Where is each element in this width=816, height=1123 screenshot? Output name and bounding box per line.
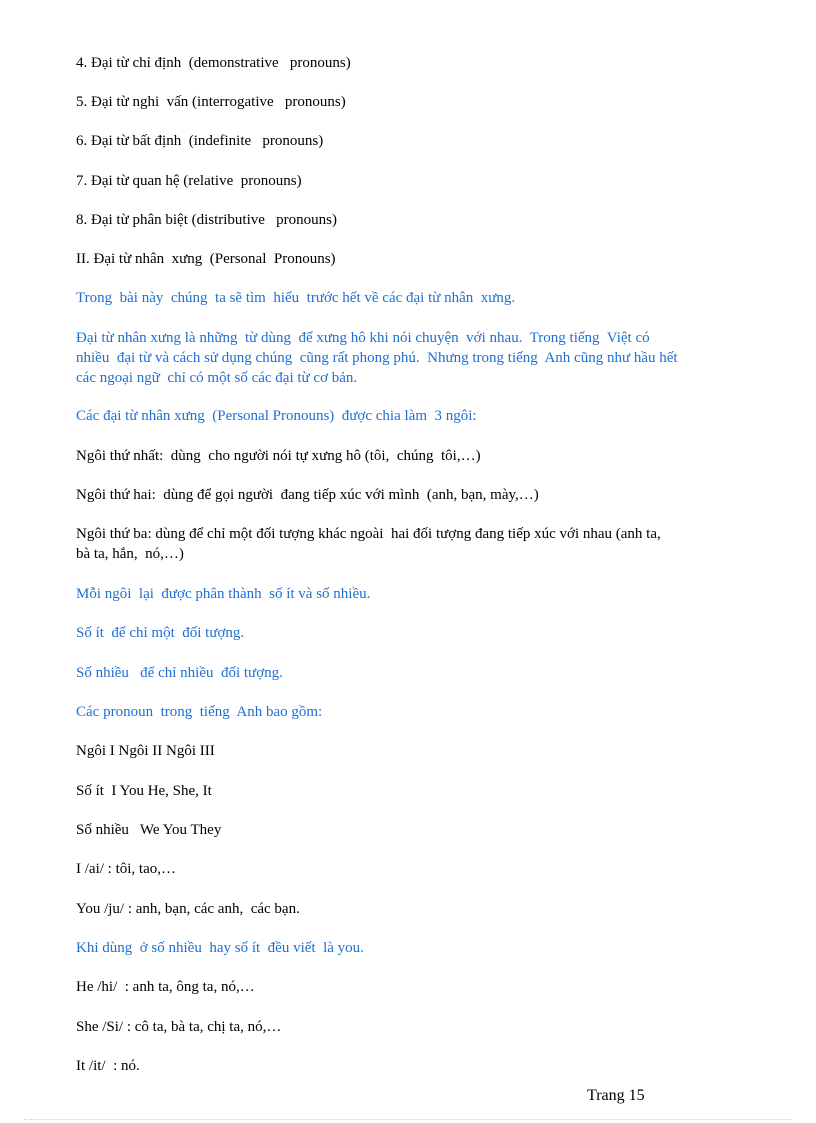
note-you-usage: Khi dùng ở số nhiều hay số ít đều viết là you.: [76, 940, 364, 956]
pronoun-entry-you: You /ju/ : anh, bạn, các anh, các bạn.: [76, 901, 300, 917]
paragraph-pronoun-list-intro: Các pronoun trong tiếng Anh bao gồm:: [76, 704, 323, 720]
page-number: Trang 15: [587, 1087, 645, 1104]
table-header-persons: Ngôi I Ngôi II Ngôi III: [76, 743, 215, 759]
section-heading-personal-pronouns: II. Đại từ nhân xưng (Personal Pronouns): [76, 251, 336, 267]
footer-divider: [24, 1119, 792, 1120]
paragraph-interrogative-pronouns: 5. Đại từ nghi vấn (interrogative pronouns): [76, 94, 346, 110]
pronoun-entry-it: It /it/ : nó.: [76, 1058, 140, 1074]
paragraph-third-person: Ngôi thứ ba: dùng để chỉ một đối tượng khác ngoài hai đối tượng đang tiếp xúc với nhau (anh ta, bà ta, hắn, nó,…): [76, 526, 661, 562]
paragraph-indefinite-pronouns: 6. Đại từ bất định (indefinite pronouns): [76, 133, 324, 149]
table-row-plural: Số nhiều We You They: [76, 822, 222, 838]
paragraph-first-person: Ngôi thứ nhất: dùng cho người nói tự xưng hô (tôi, chúng tôi,…): [76, 448, 481, 464]
paragraph-relative-pronouns: 7. Đại từ quan hệ (relative pronouns): [76, 173, 302, 189]
pronoun-entry-he: He /hi/ : anh ta, ông ta, nó,…: [76, 979, 255, 995]
paragraph-singular-plural: Mỗi ngôi lại được phân thành số ít và số nhiều.: [76, 586, 371, 602]
paragraph-definition: Đại từ nhân xưng là những từ dùng để xưng hô khi nói chuyện với nhau. Trong tiếng Việt có nhiều đại từ và cách sử dụng chúng cũng rất phong phú. Nhưng trong tiếng Anh cũng như hầu hết các ngoại ngữ chỉ có một số các đại từ cơ bản.: [76, 330, 678, 386]
table-row-singular: Số ít I You He, She, It: [76, 783, 212, 799]
paragraph-distributive-pronouns: 8. Đại từ phân biệt (distributive pronouns): [76, 212, 338, 228]
paragraph-demonstrative-pronouns: 4. Đại từ chỉ định (demonstrative pronouns): [76, 55, 351, 71]
pronoun-entry-she: She /Si/ : cô ta, bà ta, chị ta, nó,…: [76, 1019, 282, 1035]
paragraph-intro: Trong bài này chúng ta sẽ tìm hiểu trước hết về các đại từ nhân xưng.: [76, 290, 516, 306]
paragraph-three-persons: Các đại từ nhân xưng (Personal Pronouns) được chia làm 3 ngôi:: [76, 408, 477, 424]
paragraph-plural: Số nhiều để chỉ nhiều đối tượng.: [76, 665, 283, 681]
paragraph-second-person: Ngôi thứ hai: dùng để gọi người đang tiếp xúc với mình (anh, bạn, mày,…): [76, 487, 539, 503]
paragraph-singular: Số ít để chỉ một đối tượng.: [76, 625, 245, 641]
pronoun-entry-i: I /ai/ : tôi, tao,…: [76, 861, 176, 877]
